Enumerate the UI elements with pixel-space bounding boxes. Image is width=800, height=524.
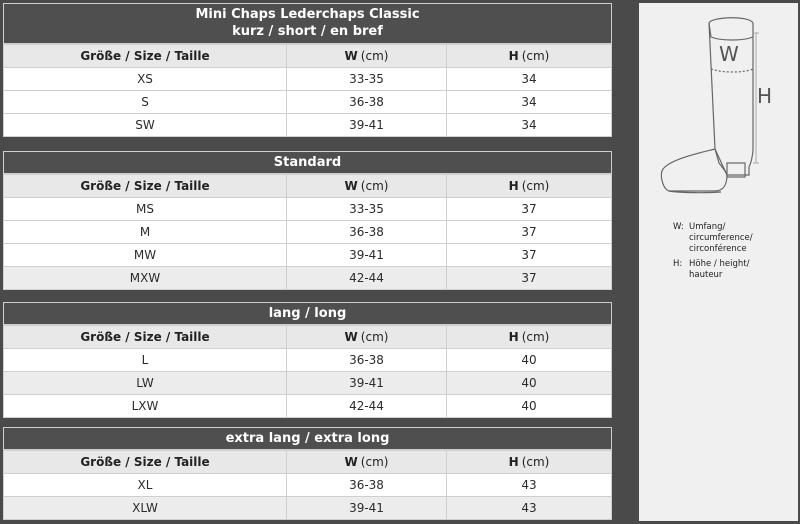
w-header: W (cm) [287, 175, 447, 197]
w-cell: 36-38 [287, 91, 447, 113]
h-cell: 43 [521, 501, 537, 515]
header-row [4, 44, 611, 67]
legend-item-h: H: Höhe / height/ hauteur [673, 259, 750, 280]
size-cell: LXW [4, 395, 287, 417]
size-table-standard [3, 151, 612, 290]
w-cell: 42-44 [287, 267, 447, 289]
size-table-short [3, 3, 612, 137]
h-cell: 34 [521, 95, 537, 109]
table-row [4, 266, 611, 289]
legend-item-w: W: Umfang/ circumference/ circonférence [673, 222, 753, 254]
table-row [4, 243, 611, 266]
w-cell: 39-41 [287, 244, 447, 266]
h-cell: 34 [521, 72, 537, 86]
h-cell: 37 [521, 225, 537, 239]
h-cell: 37 [521, 248, 537, 262]
measurement-figure-panel [639, 3, 798, 521]
w-label: W [719, 42, 739, 66]
header-row [4, 325, 611, 348]
w-cell: 33-35 [287, 68, 447, 90]
w-header: W (cm) [287, 45, 447, 67]
table-row [4, 67, 611, 90]
size-cell: MS [4, 198, 287, 220]
table-title [4, 303, 611, 325]
title-line-1: lang / long [268, 306, 347, 321]
title-line-1: Mini Chaps Lederchaps Classic [195, 7, 420, 22]
h-cell: 40 [521, 353, 537, 367]
chaps-seam [715, 149, 727, 175]
w-cell: 39-41 [287, 497, 447, 519]
h-cell: 40 [521, 376, 537, 390]
size-cell: SW [4, 114, 287, 136]
w-cell: 36-38 [287, 349, 447, 371]
size-cell: M [4, 221, 287, 243]
table-row [4, 197, 611, 220]
size-cell: L [4, 349, 287, 371]
table-row [4, 496, 611, 519]
table-title [4, 4, 611, 44]
w-cell: 39-41 [287, 372, 447, 394]
table-row [4, 220, 611, 243]
table-title [4, 152, 611, 174]
table-title [4, 428, 611, 450]
size-header: Größe / Size / Taille [4, 45, 287, 67]
title-line-1: Standard [273, 155, 342, 170]
size-cell: XL [4, 474, 287, 496]
title-line-2: kurz / short / en bref [232, 24, 383, 39]
table-row [4, 90, 611, 113]
size-cell: XLW [4, 497, 287, 519]
h-cell: 37 [521, 202, 537, 216]
header-row [4, 174, 611, 197]
table-row [4, 473, 611, 496]
size-cell: XS [4, 68, 287, 90]
h-header: H (cm) [508, 455, 550, 469]
table-row [4, 348, 611, 371]
h-cell: 43 [521, 478, 537, 492]
h-header: H (cm) [508, 49, 550, 63]
size-table-long [3, 302, 612, 418]
table-row [4, 371, 611, 394]
w-cell: 36-38 [287, 221, 447, 243]
w-cell: 33-35 [287, 198, 447, 220]
h-cell: 37 [521, 271, 537, 285]
w-cell: 42-44 [287, 395, 447, 417]
h-header: H (cm) [508, 330, 550, 344]
table-row [4, 394, 611, 417]
circumference-line [711, 69, 753, 72]
header-row [4, 450, 611, 473]
top-cuff [709, 23, 753, 40]
size-header: Größe / Size / Taille [4, 175, 287, 197]
h-label: H [757, 84, 773, 108]
size-table-extra-long [3, 427, 612, 520]
title-line-1: extra lang / extra long [225, 431, 390, 446]
w-cell: 36-38 [287, 474, 447, 496]
size-header: Größe / Size / Taille [4, 326, 287, 348]
size-cell: S [4, 91, 287, 113]
chaps-illustration [639, 3, 798, 213]
h-cell: 40 [521, 399, 537, 413]
table-row [4, 113, 611, 136]
legend [673, 222, 793, 285]
size-cell: LW [4, 372, 287, 394]
w-cell: 39-41 [287, 114, 447, 136]
w-header: W (cm) [287, 326, 447, 348]
h-cell: 34 [521, 118, 537, 132]
h-header: H (cm) [508, 179, 550, 193]
size-header: Größe / Size / Taille [4, 451, 287, 473]
w-header: W (cm) [287, 451, 447, 473]
size-cell: MXW [4, 267, 287, 289]
size-cell: MW [4, 244, 287, 266]
